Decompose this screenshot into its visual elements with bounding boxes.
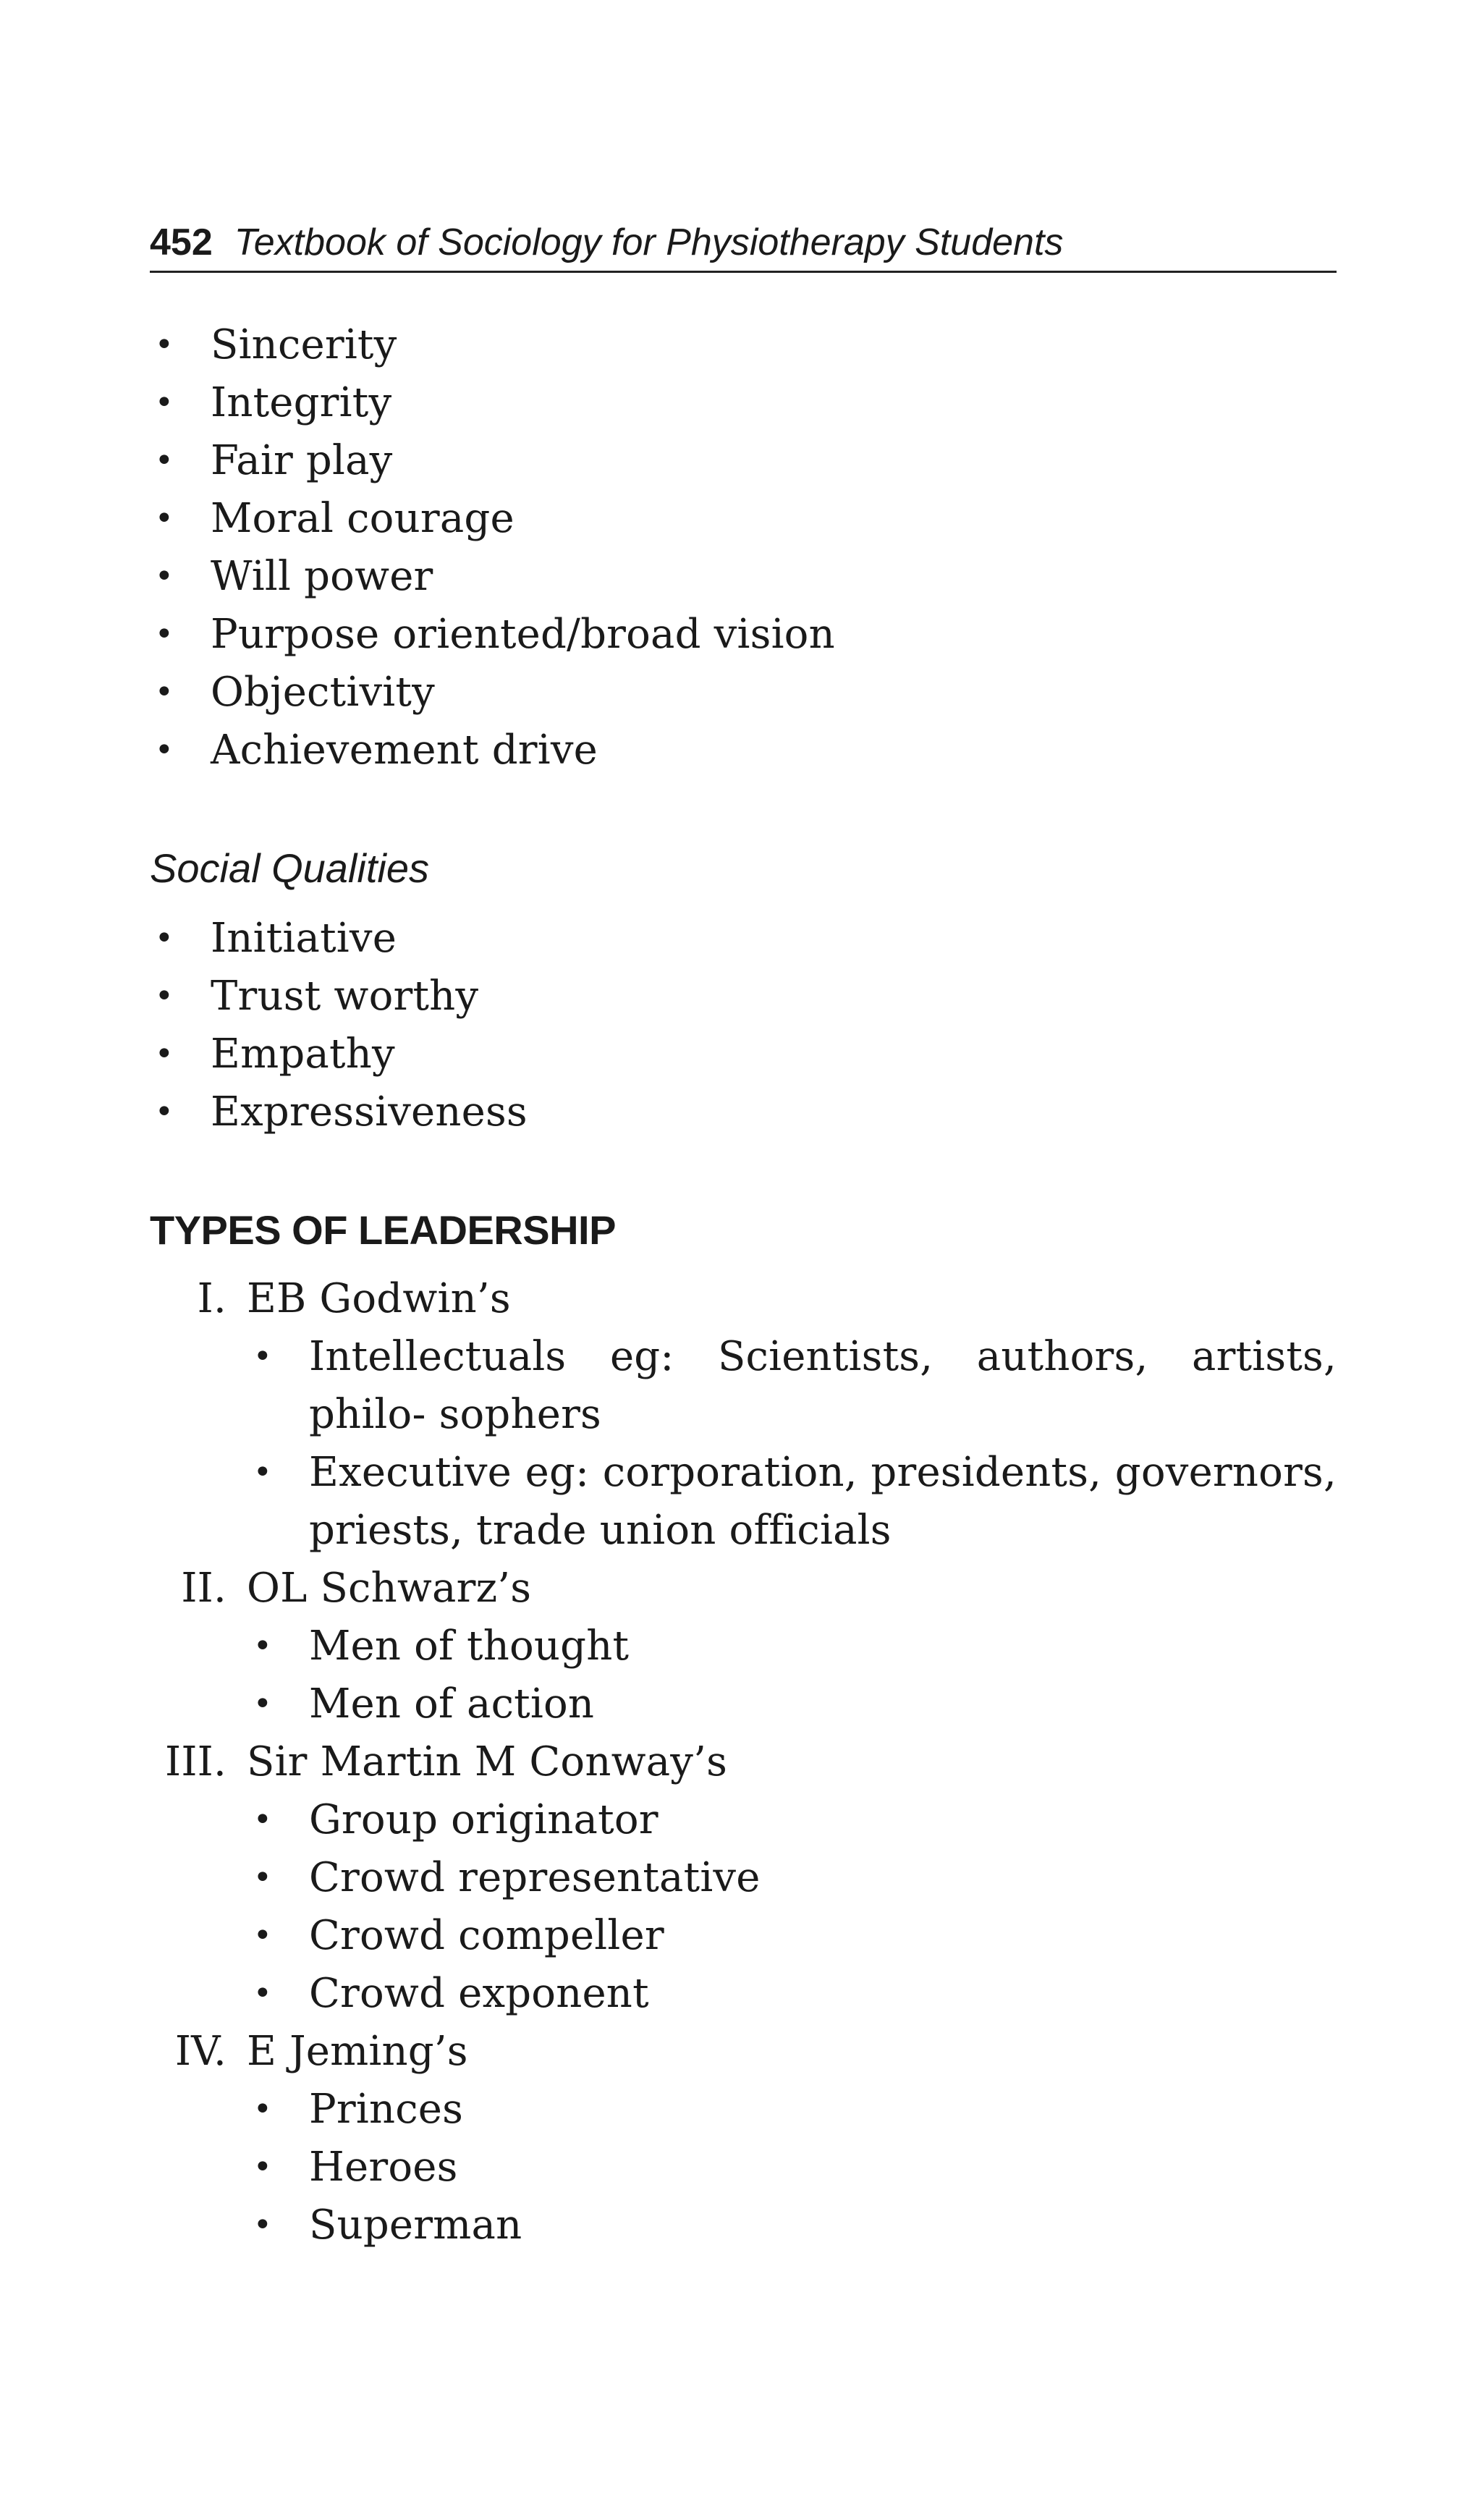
list-item [150, 490, 835, 548]
leadership-subtype-list [150, 1618, 1337, 1733]
roman-numeral: II. [181, 1565, 226, 1612]
list-item [150, 1083, 528, 1141]
list-item-label: Princes [309, 2086, 464, 2133]
list-item-label: Integrity [211, 379, 392, 426]
list-item [150, 2081, 1337, 2139]
list-item [150, 1965, 1337, 2023]
list-item-label: Men of action [309, 1680, 595, 1728]
list-item-label: Empathy [211, 1031, 395, 1078]
list-item [150, 1675, 1337, 1733]
bullet-icon: • [154, 674, 174, 711]
list-item [150, 910, 528, 968]
bullet-icon: • [154, 616, 174, 653]
leadership-type [150, 2023, 1337, 2254]
list-item [150, 722, 835, 779]
roman-numeral: IV. [174, 2028, 226, 2075]
leadership-type [150, 1560, 1337, 1733]
bullet-icon: • [253, 1454, 273, 1491]
list-item-label: Group originator [309, 1796, 659, 1843]
bullet-icon: • [154, 732, 174, 769]
list-item [150, 664, 835, 722]
types-of-leadership-list [150, 1270, 1337, 2254]
bullet-icon: • [154, 384, 174, 421]
list-item-label: Crowd exponent [309, 1970, 649, 2017]
page-number: 452 [150, 221, 213, 263]
list-item [150, 968, 528, 1026]
list-item-label: Executive eg: corporation, presidents, governors, priests, trade union officials [309, 1449, 1337, 1554]
bullet-icon: • [154, 326, 174, 363]
bullet-icon: • [154, 500, 174, 537]
list-item [150, 2139, 1337, 2196]
leadership-type-heading [150, 1560, 1337, 1618]
social-qualities-list [150, 910, 528, 1141]
bullet-icon: • [154, 1094, 174, 1130]
leadership-type-heading [150, 1733, 1337, 1791]
book-title: Textbook of Sociology for Physiotherapy Students [234, 221, 1064, 263]
bullet-icon: • [154, 978, 174, 1015]
list-item-label: Expressiveness [211, 1088, 528, 1136]
bullet-icon: • [253, 1801, 273, 1838]
list-item-label: Intellectuals eg: Scientists, authors, artists, philo- sophers [309, 1333, 1337, 1438]
leadership-type [150, 1270, 1337, 1560]
bullet-icon: • [253, 2149, 273, 2186]
list-item [150, 1618, 1337, 1675]
list-item-label: Will power [211, 553, 433, 600]
leadership-type-name: EB Godwin’s [247, 1275, 511, 1322]
list-item-label: Objectivity [211, 669, 435, 716]
running-head [150, 214, 1337, 273]
bullet-icon: • [253, 1338, 273, 1375]
list-item-label: Men of thought [309, 1623, 630, 1670]
list-item-label: Trust worthy [211, 973, 479, 1020]
leadership-type-name: E Jeming’s [247, 2028, 468, 2075]
list-item-label: Crowd representative [309, 1854, 761, 1901]
bullet-icon: • [253, 2207, 273, 2244]
bullet-icon: • [253, 1859, 273, 1896]
leadership-type-name: Sir Martin M Conway’s [247, 1738, 728, 1785]
list-item [150, 548, 835, 606]
list-item-label: Crowd compeller [309, 1912, 664, 1959]
leadership-type-heading [150, 2023, 1337, 2081]
list-item-label: Purpose oriented/broad vision [211, 611, 835, 658]
list-item-label: Sincerity [211, 321, 397, 368]
bullet-icon: • [253, 2091, 273, 2128]
bullet-icon: • [154, 558, 174, 595]
bullet-icon: • [253, 1628, 273, 1665]
leadership-subtype-list [150, 1791, 1337, 2023]
bullet-icon: • [253, 1917, 273, 1954]
list-item [150, 374, 835, 432]
list-item-label: Initiative [211, 915, 397, 962]
list-item-label: Fair play [211, 437, 393, 484]
leadership-type-heading [150, 1270, 1337, 1328]
list-item [150, 2196, 1337, 2254]
list-item [150, 1791, 1337, 1849]
leadership-type [150, 1733, 1337, 2023]
bullet-icon: • [154, 442, 174, 479]
list-item [150, 1328, 1337, 1444]
social-qualities-heading: Social Qualities [150, 845, 429, 891]
roman-numeral: I. [197, 1275, 226, 1322]
list-item [150, 316, 835, 374]
roman-numeral: III. [165, 1738, 226, 1785]
list-item-label: Moral courage [211, 495, 515, 542]
list-item [150, 1444, 1337, 1560]
list-item [150, 1907, 1337, 1965]
personal-qualities-list [150, 316, 835, 779]
bullet-icon: • [154, 1036, 174, 1073]
list-item [150, 606, 835, 664]
list-item-label: Superman [309, 2202, 522, 2249]
list-item [150, 1026, 528, 1083]
bullet-icon: • [253, 1975, 273, 2012]
types-of-leadership-heading: TYPES OF LEADERSHIP [150, 1207, 616, 1253]
leadership-subtype-list [150, 1328, 1337, 1560]
leadership-type-name: OL Schwarz’s [247, 1565, 532, 1612]
list-item-label: Achievement drive [211, 727, 598, 774]
list-item [150, 432, 835, 490]
leadership-subtype-list [150, 2081, 1337, 2254]
list-item [150, 1849, 1337, 1907]
bullet-icon: • [253, 1686, 273, 1722]
list-item-label: Heroes [309, 2144, 458, 2191]
bullet-icon: • [154, 920, 174, 957]
